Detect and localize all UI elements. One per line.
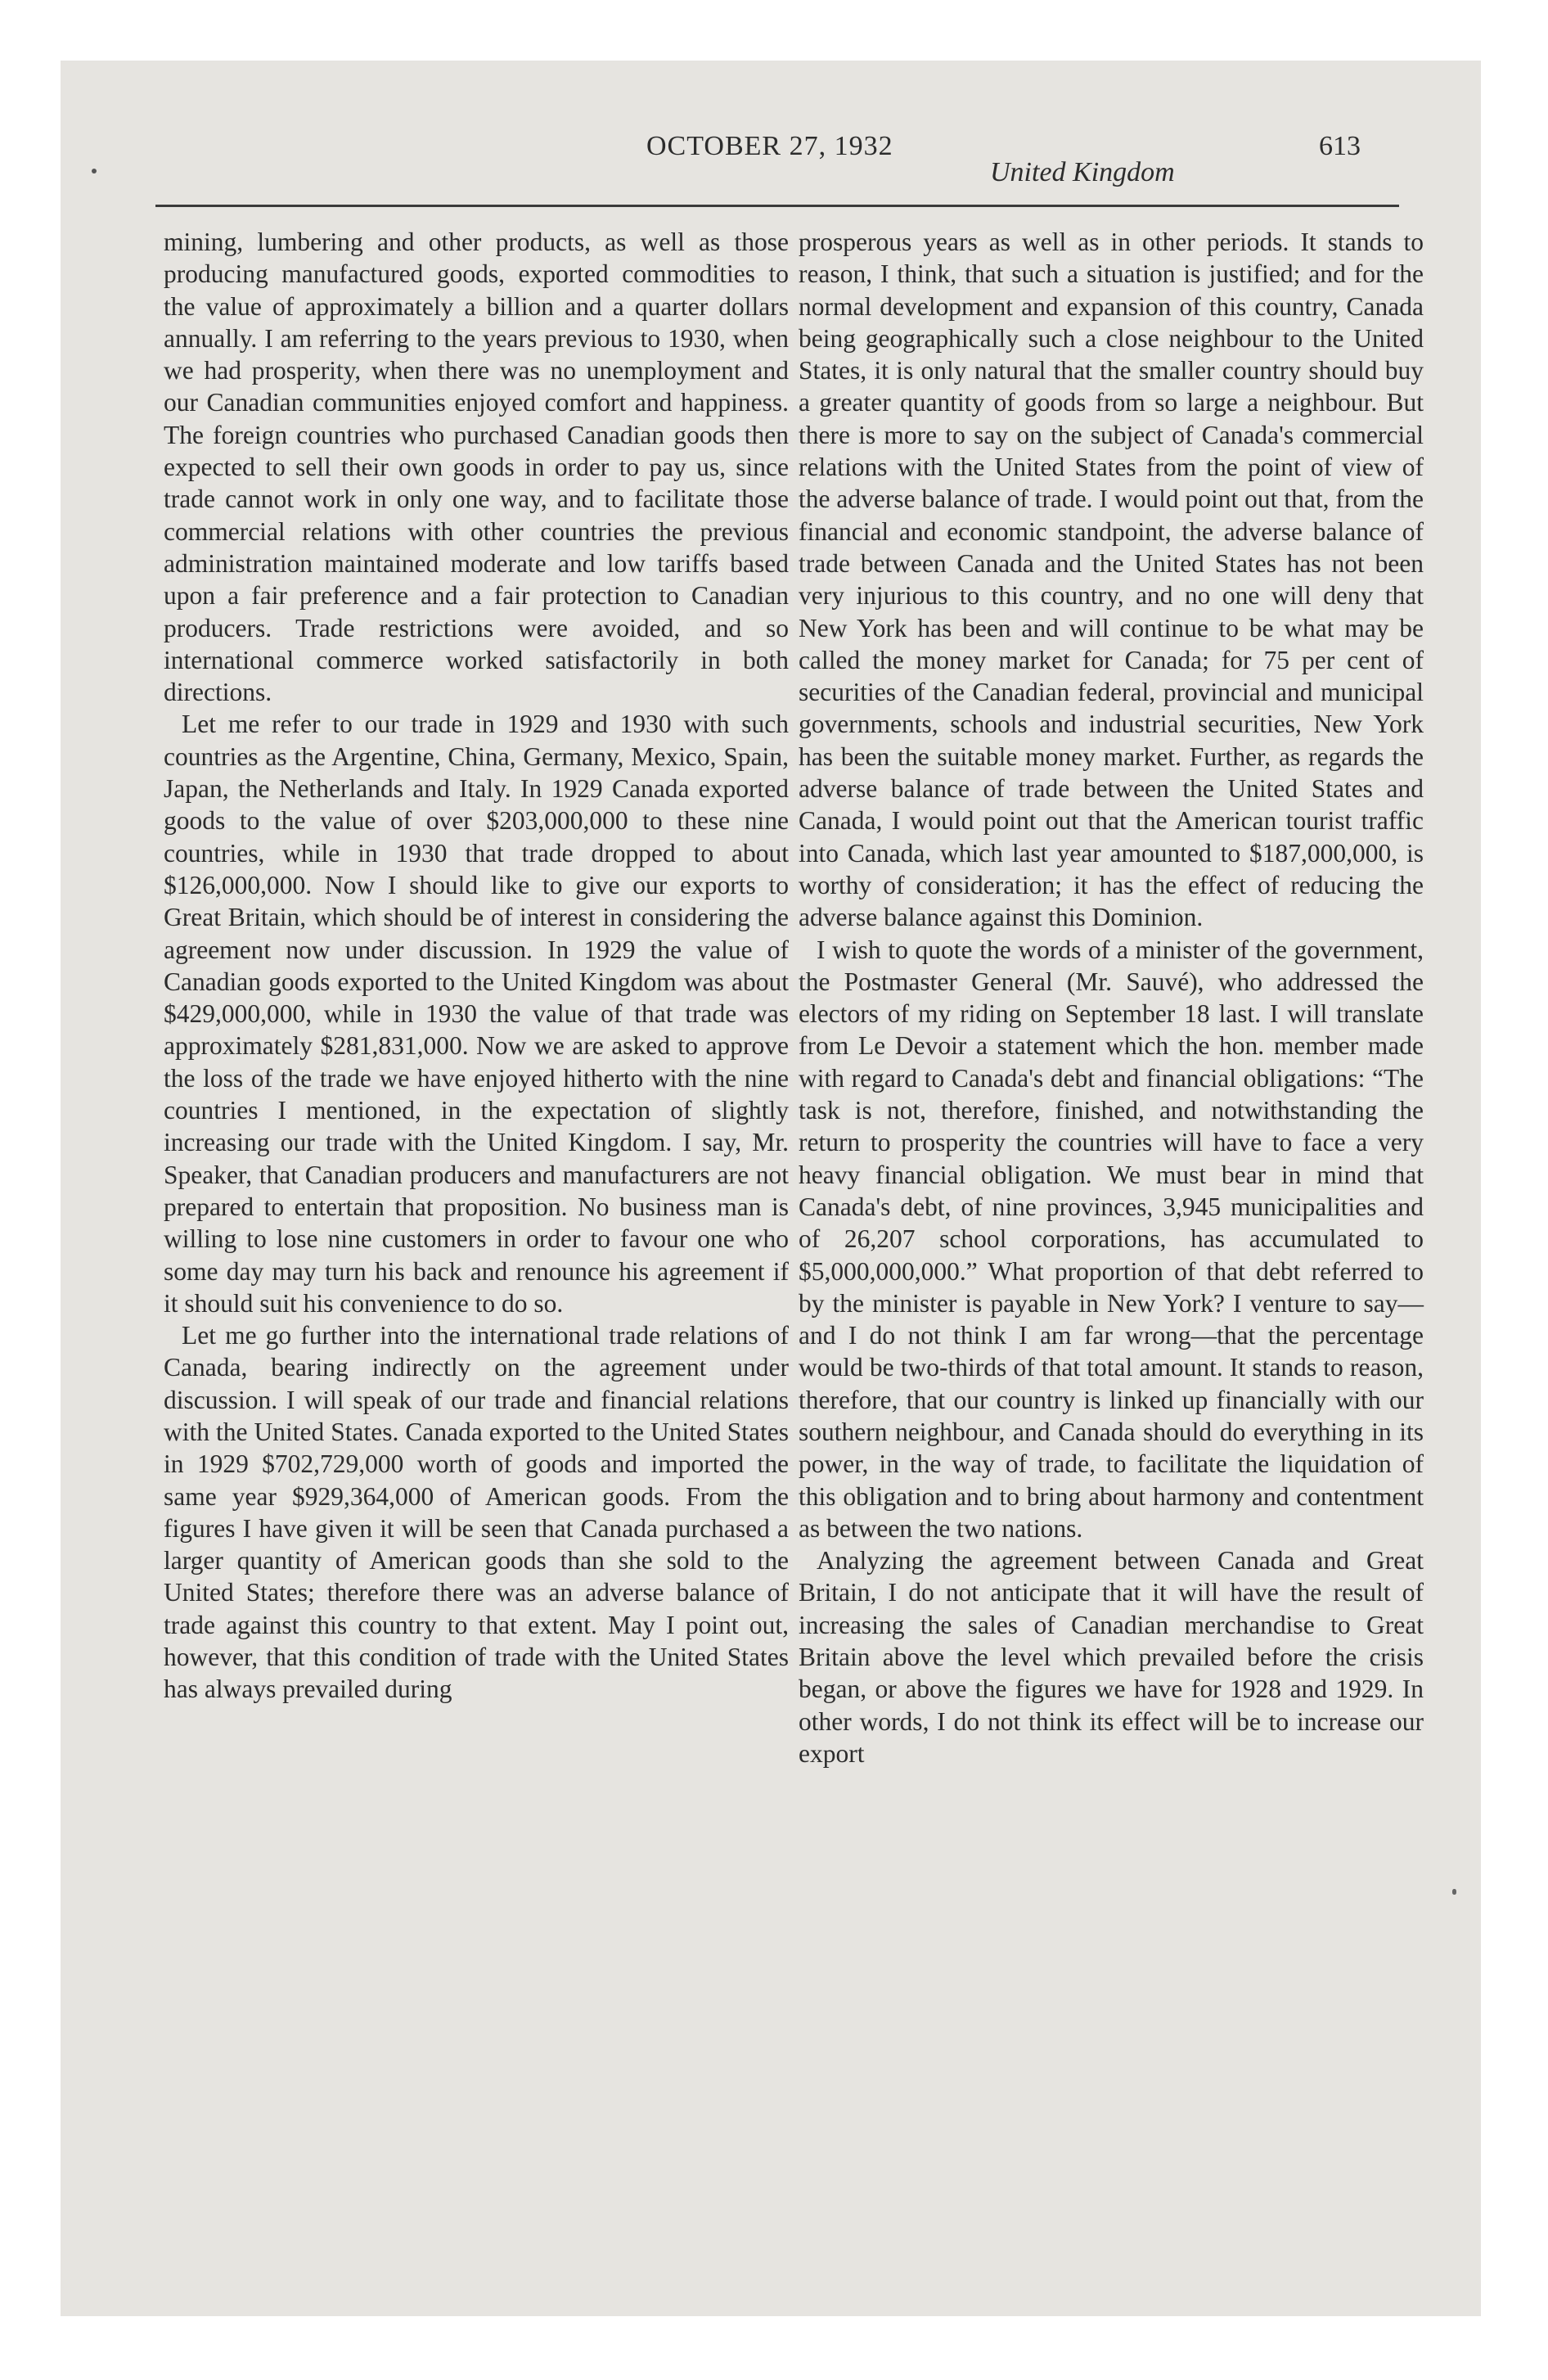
paragraph: I wish to quote the words of a minister of the government, the Postmaster General (Mr. Sauvé), who addressed the electors of my riding on September 18 last. I will translate from Le Devoir a statement which the hon. member made with regard to Canada's debt and financial obligations: “The task is not, therefore, finished, and notwithstanding the return to prosperity the countries will have to face a very heavy financial obligation. We must bear in mind that Canada's debt, of nine provinces, 3,945 municipalities and of 26,207 school corporations, has accumulated to $5,000,000,000.” What proportion of that debt referred to by the minister is payable in New York? I venture to say—and I do not think I am far wrong—that the percentage would be two-thirds of that total amount. It stands to reason, therefore, that our country is linked up financially with our southern neighbour, and Canada should do everything in its power, in the way of trade, to facilitate the liquidation of this obligation and to bring about harmony and contentment as between the two nations. [799,935,1424,1543]
paragraph: prosperous years as well as in other periods. It stands to reason, I think, that such a situation is justified; and for the normal development and expansion of this country, Canada being geographically such a close neighbour to the United States, it is only natural that the smaller country should buy a greater quantity of goods from so large a neighbour. But there is more to say on the subject of Canada's commercial relations with the United States from the point of view of the adverse balance of trade. I would point out that, from the financial and economic standpoint, the adverse balance of trade between Canada and the United States has not been very injurious to this country, and no one will deny that New York has been and will continue to be what may be called the money market for Canada; for 75 per cent of securities of the Canadian federal, provincial and municipal governments, schools and industrial securities, New York has been the suitable money market. Further, as regards the adverse balance of trade between the United States and Canada, I would point out that the American tourist traffic into Canada, which last year amounted to $187,000,000, is worthy of consideration; it has the effect of reducing the adverse balance against this Dominion. [799,228,1424,932]
margin-mark [1452,1889,1456,1895]
paragraph: mining, lumbering and other products, as well as those producing manufactured goods, exported commodities to the value of approximately a billion and a quarter dollars annually. I am referring to the years previous to 1930, when we had prosperity, when there was no unemployment and our Canadian communities enjoyed comfort and happiness. The foreign countries who purchased Canadian goods then expected to sell their own goods in order to pay us, since trade cannot work in only one way, and to facilitate those commercial relations with other countries the previous administration maintained moderate and low tariffs based upon a fair preference and a fair protection to Canadian producers. Trade restrictions were avoided, and so international commerce worked satisfactorily in both directions. [164,228,789,707]
margin-mark [92,169,97,174]
left-column [164,226,789,1706]
header-section-title: United Kingdom [990,157,1175,187]
header-date: OCTOBER 27, 1932 [646,131,893,161]
header-rule [155,205,1399,207]
page-number: 613 [1319,131,1361,161]
paragraph: Analyzing the agreement between Canada and Great Britain, I do not anticipate that it will have the result of increasing the sales of Canadian merchandise to Great Britain above the level which prevailed before the crisis began, or above the figures we have for 1928 and 1929. In other words, I do not think its effect will be to increase our export [799,1546,1424,1768]
right-column [799,226,1424,1769]
paragraph: Let me go further into the international trade relations of Canada, bearing indirectly on the agreement under discussion. I will speak of our trade and financial relations with the United States. Canada exported to the United States in 1929 $702,729,000 worth of goods and imported the same year $929,364,000 of American goods. From the figures I have given it will be seen that Canada purchased a larger quantity of American goods than she sold to the United States; therefore there was an adverse balance of trade against this country to that extent. May I point out, however, that this condition of trade with the United States has always prevailed during [164,1321,789,1704]
paragraph: Let me refer to our trade in 1929 and 1930 with such countries as the Argentine, China, Germany, Mexico, Spain, Japan, the Netherlands and Italy. In 1929 Canada exported goods to the value of over $203,000,000 to these nine countries, while in 1930 that trade dropped to about $126,000,000. Now I should like to give our exports to Great Britain, which should be of interest in considering the agreement now under discussion. In 1929 the value of Canadian goods exported to the United Kingdom was about $429,000,000, while in 1930 the value of that trade was approximately $281,831,000. Now we are asked to approve the loss of the trade we have enjoyed hitherto with the nine countries I mentioned, in the expectation of slightly increasing our trade with the United Kingdom. I say, Mr. Speaker, that Canadian producers and manufacturers are not prepared to entertain that proposition. No business man is willing to lose nine customers in order to favour one who some day may turn his back and renounce his agreement if it should suit his convenience to do so. [164,710,789,1318]
